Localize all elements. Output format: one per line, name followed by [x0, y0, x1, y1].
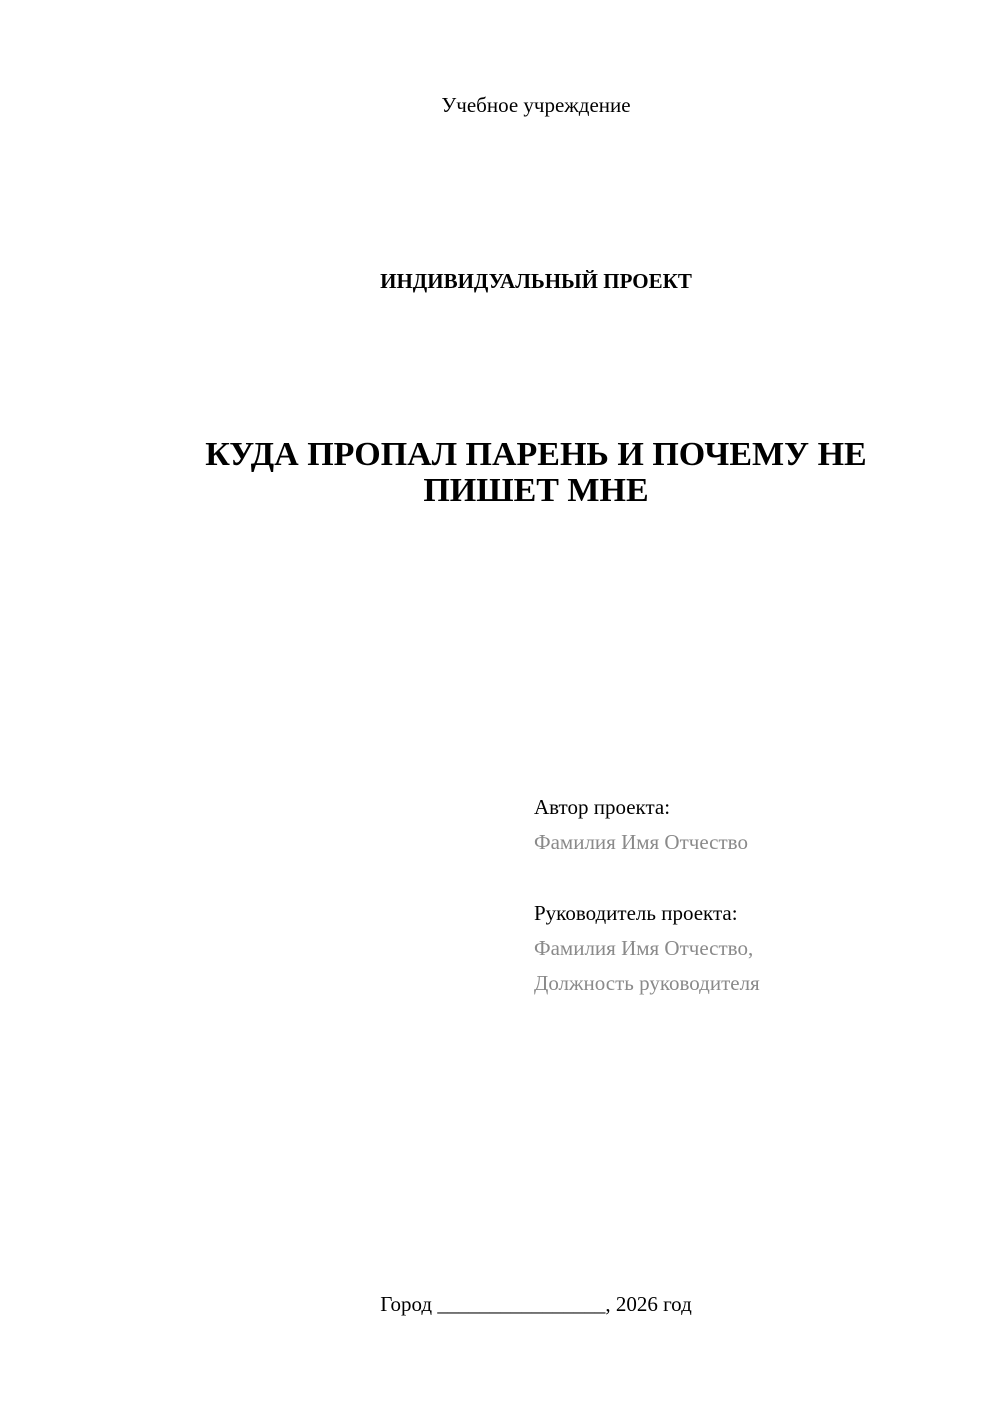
supervisor-label: Руководитель проекта:	[534, 901, 738, 925]
credits-spacer	[534, 860, 974, 896]
project-title-line-2: ПИШЕТ МНЕ	[423, 472, 649, 509]
year-text: , 2026 год	[605, 1292, 692, 1316]
author-name: Фамилия Имя Отчество	[534, 830, 748, 854]
author-label: Автор проекта:	[534, 795, 671, 819]
supervisor-name: Фамилия Имя Отчество,	[534, 936, 754, 960]
footer-city-year	[0, 1291, 1000, 1317]
supervisor-position: Должность руководителя	[534, 971, 760, 995]
project-title	[130, 437, 942, 509]
project-credits	[534, 790, 974, 1001]
institution-name: Учебное учреждение	[441, 93, 631, 117]
city-blank-line: ________________	[437, 1292, 606, 1316]
project-title-line-1: КУДА ПРОПАЛ ПАРЕНЬ И ПОЧЕМУ НЕ	[205, 436, 867, 473]
document-type: ИНДИВИДУАЛЬНЫЙ ПРОЕКТ	[380, 269, 692, 293]
city-label: Город	[380, 1292, 433, 1316]
